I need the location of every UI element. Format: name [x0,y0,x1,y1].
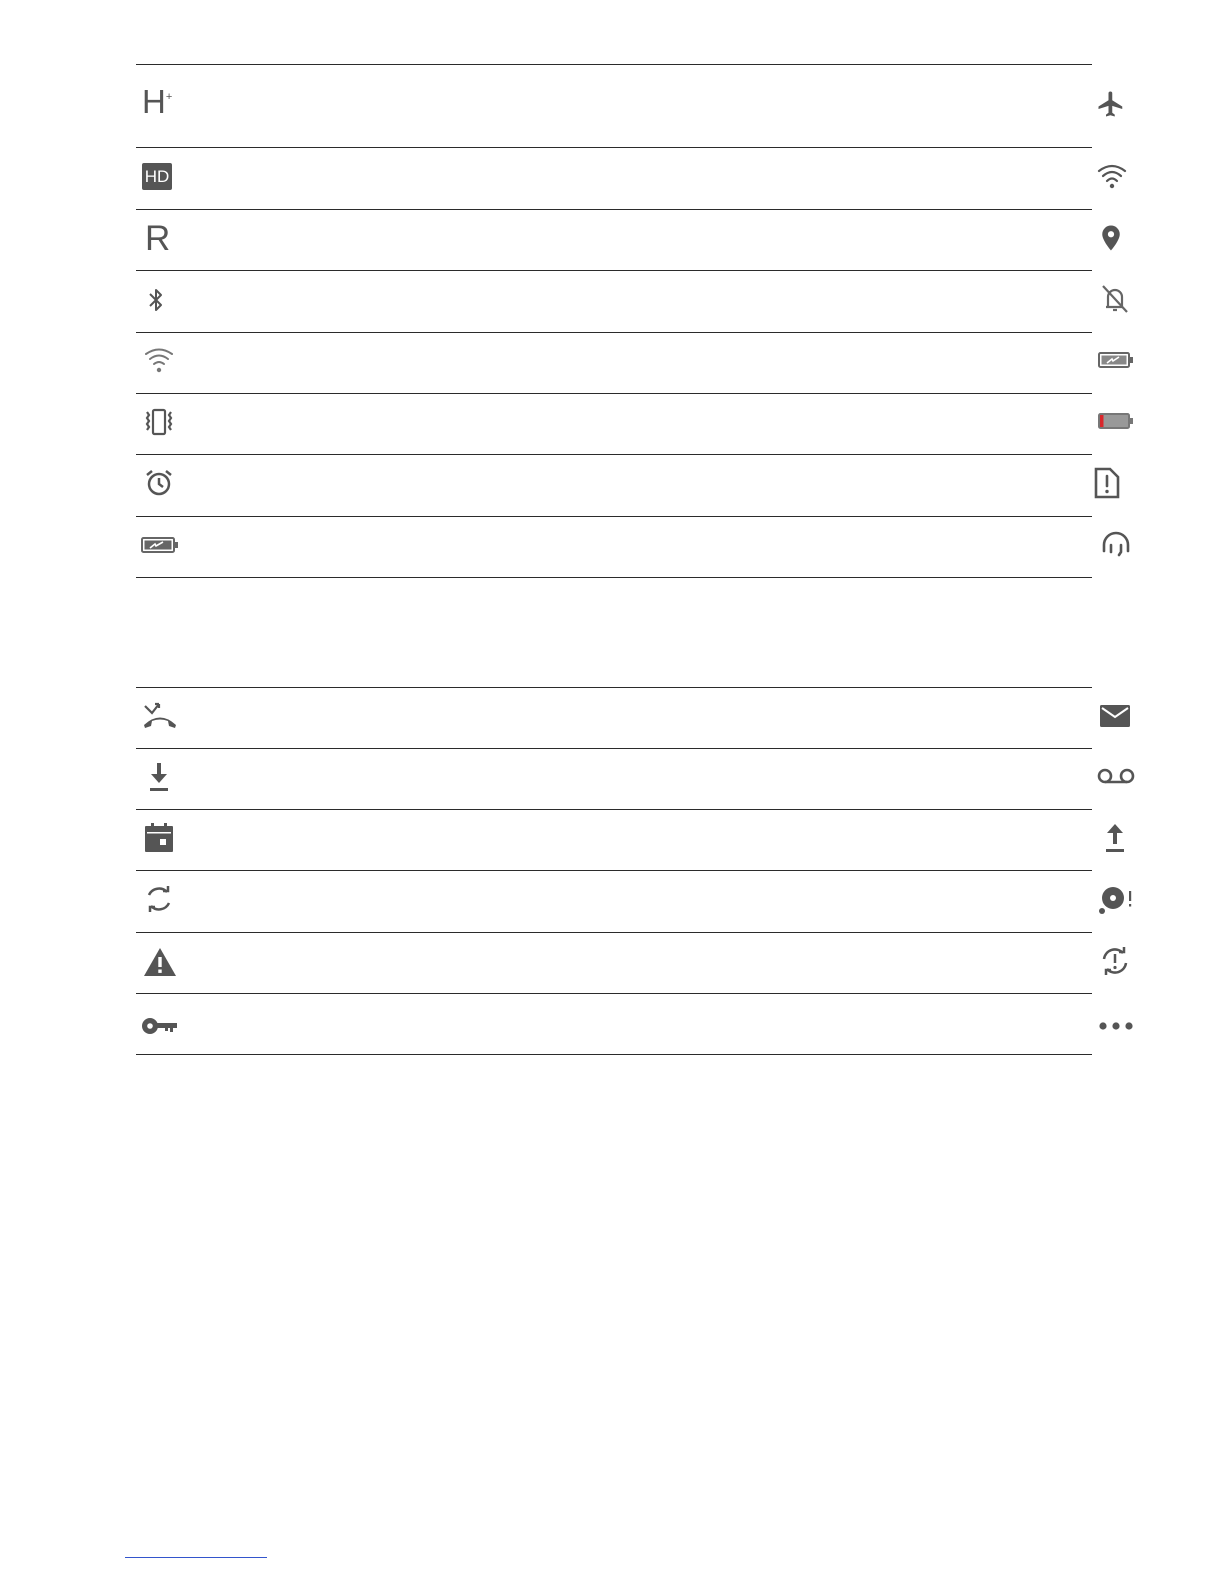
more-notifications-icon [1098,1021,1134,1031]
notification-icons-table [136,687,1092,1055]
table-row [136,333,1092,394]
calendar-event-icon [143,822,175,854]
new-email-icon [1099,704,1131,728]
storage-full-icon [1098,885,1134,915]
hspa-plus-icon: H+ [142,83,173,120]
missed-call-icon [142,700,178,730]
headset-icon [1100,531,1132,557]
airplane-mode-icon [1096,89,1126,119]
battery-charging-icon [1098,351,1134,369]
roaming-icon: R [145,219,171,258]
upload-icon [1104,823,1126,853]
status-icons-table [136,64,1092,578]
alarm-icon [144,468,174,498]
table-cell [136,871,614,932]
table-cell [614,871,1092,932]
table-row [136,688,1092,749]
table-cell [614,148,1092,209]
silent-mode-icon [1100,283,1130,315]
table-cell [136,749,614,809]
no-sim-card-icon [1094,467,1120,499]
table-row [136,810,1092,871]
table-cell [614,810,1092,870]
wifi-hotspot-icon [144,346,174,374]
footnote-separator [125,1557,267,1558]
location-icon [1096,223,1126,253]
table-cell [136,333,614,393]
table-row [136,994,1092,1055]
battery-full-icon [141,536,179,554]
bluetooth-icon [146,285,166,315]
download-icon [148,762,170,792]
warning-icon [143,947,177,977]
table-row [136,749,1092,810]
table-cell [136,210,614,270]
table-row [136,210,1092,271]
table-cell [614,994,1092,1054]
voicemail-icon [1097,767,1135,785]
battery-low-icon [1098,412,1134,430]
table-cell [136,933,614,993]
table-row [136,394,1092,455]
sync-failed-icon [1100,946,1130,976]
table-row [136,933,1092,994]
table-cell [614,394,1092,454]
table-cell [614,271,1092,332]
table-cell [614,210,1092,270]
table-cell [136,517,614,577]
hd-voice-icon: HD [142,163,172,190]
wifi-icon [1096,162,1128,190]
table-cell [614,933,1092,993]
table-cell [136,148,614,209]
table-row [136,271,1092,333]
table-cell [614,688,1092,748]
vpn-key-icon [142,1016,178,1036]
table-row [136,517,1092,578]
table-cell [136,394,614,454]
vibration-mode-icon [142,407,176,437]
table-cell [136,994,614,1054]
table-cell [136,271,614,332]
table-cell [136,688,614,748]
table-row [136,455,1092,517]
table-cell [614,333,1092,393]
table-cell [136,810,614,870]
table-cell [136,65,614,147]
sync-icon [144,884,174,914]
table-cell [136,455,614,516]
table-cell [614,455,1092,516]
table-row [136,65,1092,148]
table-cell [614,749,1092,809]
table-row [136,148,1092,210]
table-cell [614,517,1092,577]
table-cell [614,65,1092,147]
table-row [136,871,1092,933]
